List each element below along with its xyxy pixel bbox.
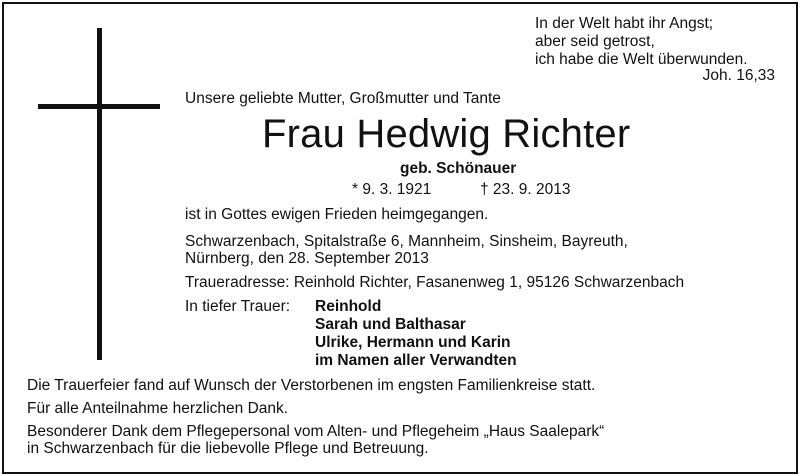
places-line-2: Nürnberg, den 28. September 2013 [185, 250, 429, 267]
mourner-2: Sarah und Balthasar [315, 316, 466, 333]
birth-date: * 9. 3. 1921 [352, 181, 432, 198]
death-date: † 23. 9. 2013 [480, 181, 571, 198]
special-thanks-line-2: in Schwarzenbach für die liebevolle Pflege und Betreuung. [27, 440, 429, 457]
verse-line-1: In der Welt habt ihr Angst; [535, 15, 714, 32]
verse-line-2: aber seid getrost, [535, 33, 655, 50]
mourner-3: Ulrike, Hermann und Karin [315, 334, 511, 351]
places-line-1: Schwarzenbach, Spitalstraße 6, Mannheim, Sinsheim, Bayreuth, [185, 233, 628, 250]
cross-horizontal-bar [38, 104, 160, 109]
mourner-1: Reinhold [315, 298, 382, 315]
intro-text: Unsere geliebte Mutter, Großmutter und Tante [185, 90, 501, 107]
mourning-address: Traueradresse: Reinhold Richter, Fasanenweg 1, 95126 Schwarzenbach [185, 274, 685, 291]
special-thanks-line-1: Besonderer Dank dem Pflegepersonal vom Alten- und Pflegeheim „Haus Saalepark“ [27, 423, 605, 440]
passed-text: ist in Gottes ewigen Frieden heimgegangen. [185, 206, 489, 223]
funeral-note: Die Trauerfeier fand auf Wunsch der Verstorbenen im engsten Familienkreise statt. [27, 377, 596, 394]
verse-line-3: ich habe die Welt überwunden. [535, 51, 748, 68]
cross-vertical-bar [97, 28, 102, 360]
mourner-4: im Namen aller Verwandten [315, 352, 517, 369]
thanks-text: Für alle Anteilnahme herzlichen Dank. [27, 400, 289, 417]
maiden-name: geb. Schönauer [400, 160, 517, 177]
deceased-name: Frau Hedwig Richter [262, 112, 631, 156]
verse-reference: Joh. 16,33 [702, 67, 775, 84]
mourners-label: In tiefer Trauer: [185, 298, 291, 315]
